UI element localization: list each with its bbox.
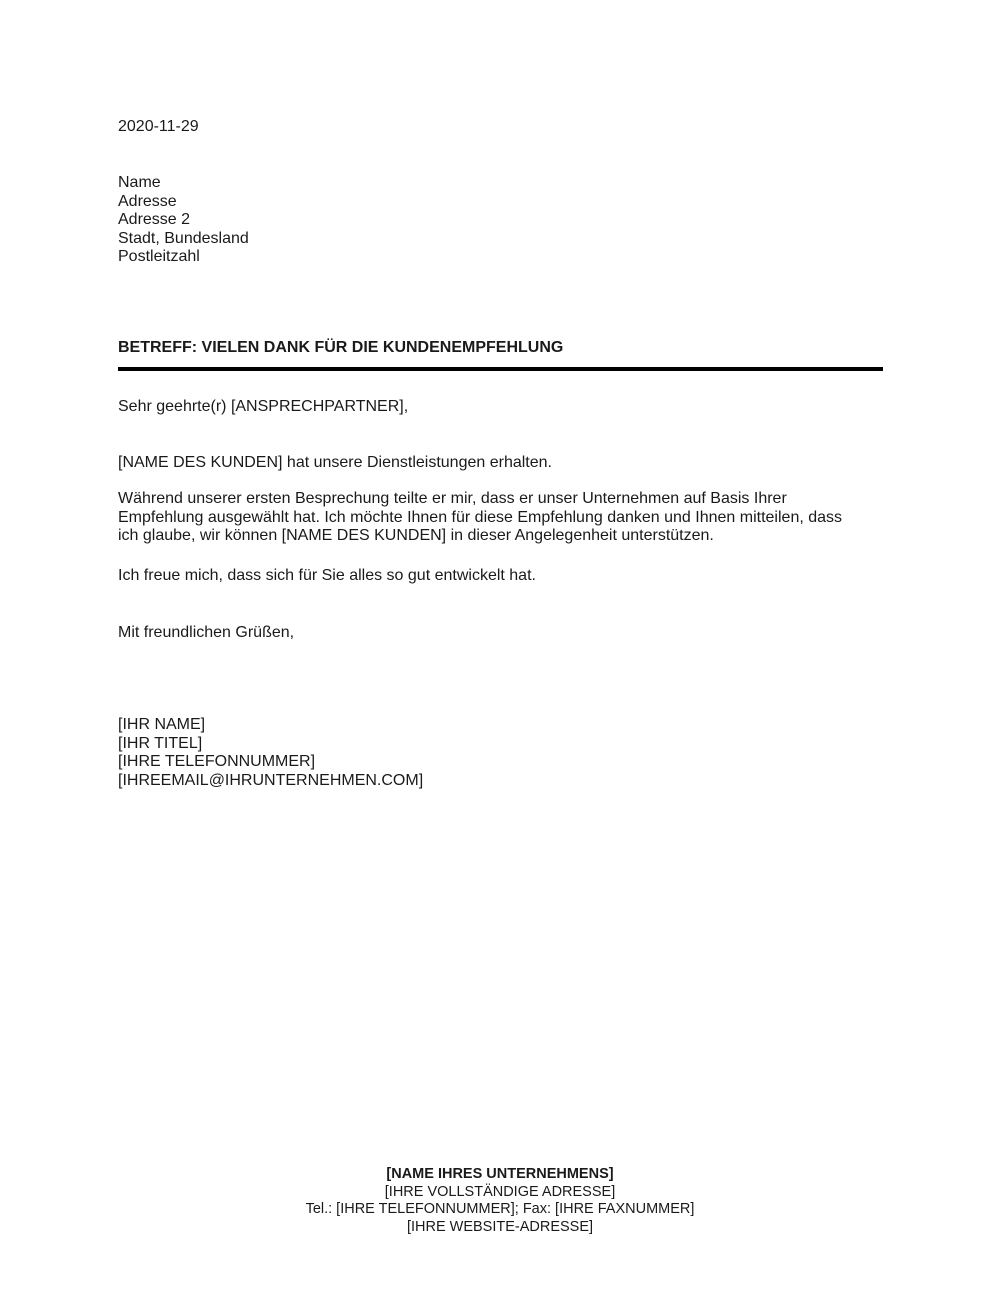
footer-company-name: [NAME IHRES UNTERNEHMENS] bbox=[386, 1166, 614, 1182]
signature-block bbox=[118, 716, 423, 790]
company-footer bbox=[0, 1166, 1000, 1236]
subject-divider-rule bbox=[118, 367, 883, 371]
subject-line: BETREFF: VIELEN DANK FÜR DIE KUNDENEMPFEHLUNG bbox=[118, 339, 564, 356]
body-paragraph-2-line: Während unserer ersten Besprechung teilte er mir, dass er unser Unternehmen auf Basis Ihrer bbox=[118, 490, 787, 507]
letter-date: 2020-11-29 bbox=[118, 118, 199, 135]
body-paragraph-2-line: ich glaube, wir können [NAME DES KUNDEN] in dieser Angelegenheit unterstützen. bbox=[118, 527, 714, 545]
signature-name: [IHR NAME] bbox=[118, 716, 206, 733]
recipient-address-2: Adresse 2 bbox=[118, 211, 191, 229]
recipient-name: Name bbox=[118, 174, 161, 191]
salutation: Sehr geehrte(r) [ANSPRECHPARTNER], bbox=[118, 398, 409, 415]
footer-company-address: [IHRE VOLLSTÄNDIGE ADRESSE] bbox=[384, 1183, 616, 1200]
recipient-postal-code: Postleitzahl bbox=[118, 248, 200, 266]
body-paragraph-1: [NAME DES KUNDEN] hat unsere Dienstleistungen erhalten. bbox=[118, 454, 552, 471]
body-paragraph-3: Ich freue mich, dass sich für Sie alles so gut entwickelt hat. bbox=[118, 567, 536, 584]
body-paragraph-2 bbox=[118, 490, 842, 546]
signature-title: [IHR TITEL] bbox=[118, 734, 203, 752]
recipient-city-state: Stadt, Bundesland bbox=[118, 229, 249, 247]
footer-website: [IHRE WEBSITE-ADRESSE] bbox=[406, 1218, 594, 1235]
closing: Mit freundlichen Grüßen, bbox=[118, 624, 295, 641]
body-paragraph-2-line: Empfehlung ausgewählt hat. Ich möchte Ihnen für diese Empfehlung danken und Ihnen mitteilen, dass bbox=[118, 508, 843, 526]
recipient-address-1: Adresse bbox=[118, 192, 177, 210]
signature-phone: [IHRE TELEFONNUMMER] bbox=[118, 753, 316, 771]
signature-email: [IHREEMAIL@IHRUNTERNEHMEN.COM] bbox=[118, 771, 424, 789]
recipient-address-block bbox=[118, 174, 249, 267]
footer-phone-fax: Tel.: [IHRE TELEFONNUMMER]; Fax: [IHRE FAXNUMMER] bbox=[305, 1201, 695, 1217]
